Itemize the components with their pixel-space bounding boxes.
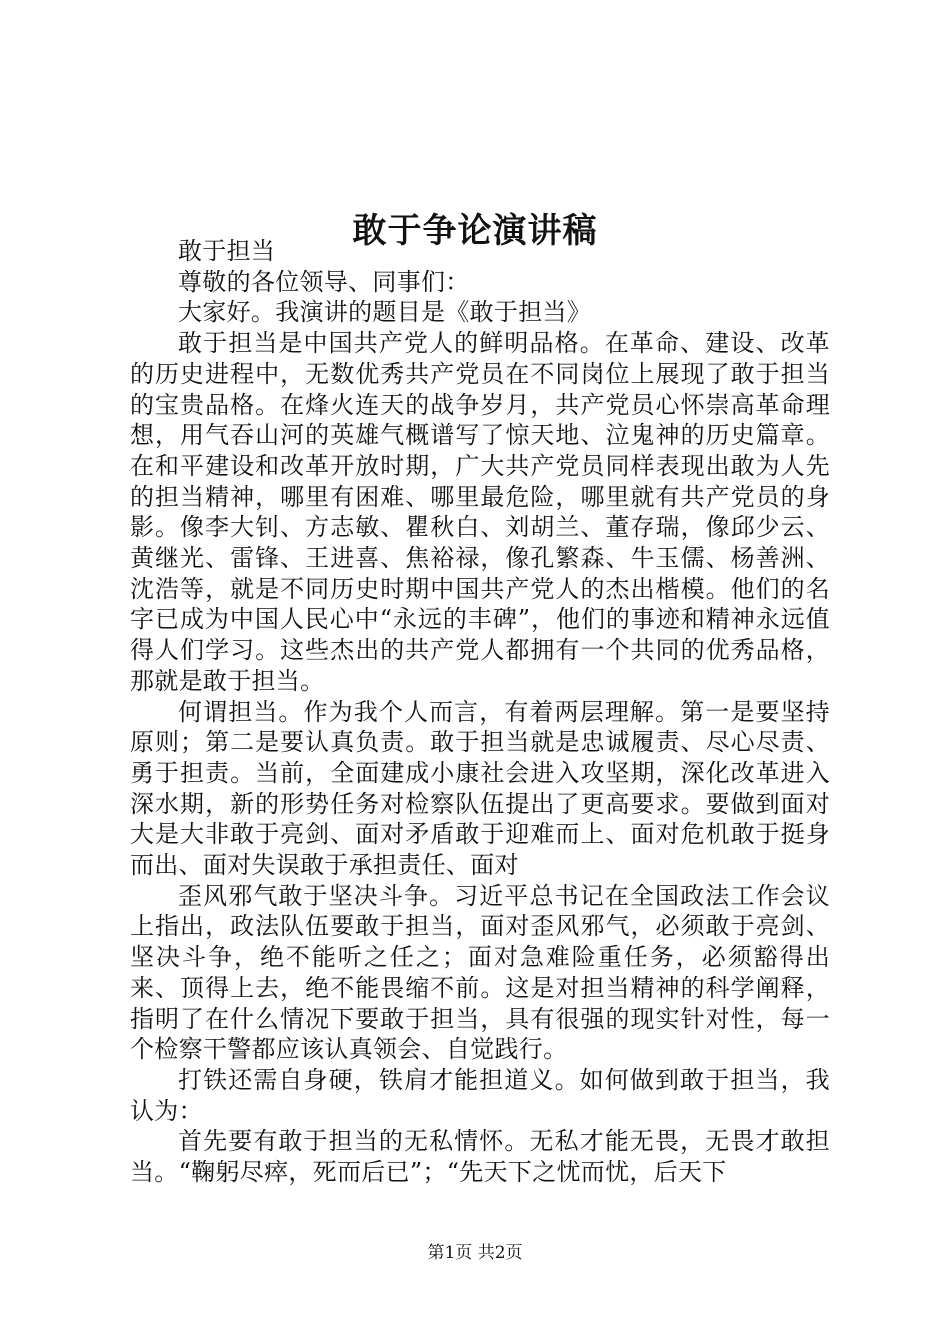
paragraph-heading: 敢于担当 — [178, 237, 276, 265]
document-title: 敢于争论演讲稿 — [352, 210, 598, 251]
page-number-footer: 第1页 共2页 — [427, 1243, 523, 1263]
document-body — [130, 236, 830, 1188]
paragraph-body: 歪风邪气敢于坚决斗争。习近平总书记在全国政法工作会议上指出，政法队伍要敢于担当，面对歪风邪气，必须敢于亮剑、坚决斗争，绝不能听之任之；面对急难险重任务，必须豁得出来、顶得上去，绝不能畏缩不前。这是对担当精神的科学阐释，指明了在什么情况下要敢于担当，具有很强的现实针对性，每一个检察干警都应该认真领会、自觉践行。 — [130, 881, 830, 1064]
paragraph-salutation: 尊敬的各位领导、同事们： — [178, 267, 470, 296]
paragraph-body: 首先要有敢于担当的无私情怀。无私才能无畏，无畏才敢担当。“鞠躬尽瘁，死而后已”；“先天下之忧而忧，后天下 — [130, 1127, 830, 1187]
paragraph-body: 何谓担当。作为我个人而言，有着两层理解。第一是要坚持原则；第二是要认真负责。敢于担当就是忠诚履责、尽心尽责、勇于担责。当前，全面建成小康社会进入攻坚期，深化改革进入深水期，新的形势任务对检察队伍提出了更高要求。要做到面对大是大非敢于亮剑、面对矛盾敢于迎难而上、面对危机敢于挺身而出、面对失误敢于承担责任、面对 — [130, 697, 830, 880]
paragraph-greeting: 大家好。我演讲的题目是《敢于担当》 — [178, 298, 592, 327]
paragraph-body: 打铁还需自身硬，铁肩才能担道义。如何做到敢于担当，我认为： — [130, 1065, 830, 1125]
paragraph-body: 敢于担当是中国共产党人的鲜明品格。在革命、建设、改革的历史进程中，无数优秀共产党员在不同岗位上展现了敢于担当的宝贵品格。在烽火连天的战争岁月，共产党员心怀崇高革命理想，用气吞山河的英雄气概谱写了惊天地、泣鬼神的历史篇章。在和平建设和改革开放时期，广大共产党员同样表现出敢为人先的担当精神，哪里有困难、哪里最危险，哪里就有共产党员的身影。像李大钊、方志敏、瞿秋白、刘胡兰、董存瑞，像邱少云、黄继光、雷锋、王进喜、焦裕禄，像孔繁森、牛玉儒、杨善洲、沈浩等，就是不同历史时期中国共产党人的杰出楷模。他们的名字已成为中国人民心中“永远的丰碑”，他们的事迹和精神永远值得人们学习。这些杰出的共产党人都拥有一个共同的优秀品格，那就是敢于担当。 — [130, 329, 830, 695]
